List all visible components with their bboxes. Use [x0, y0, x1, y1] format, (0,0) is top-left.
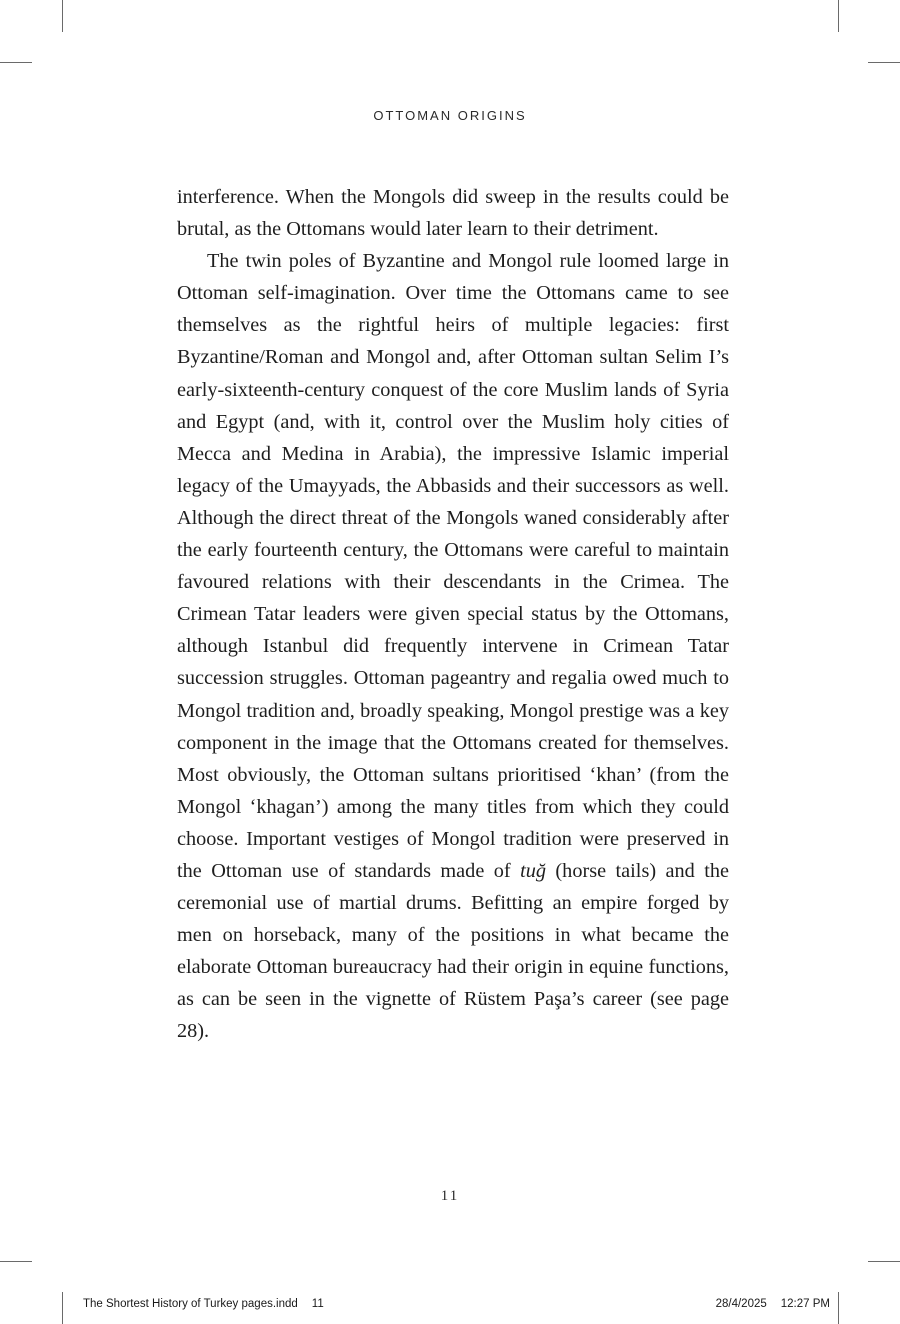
body-text [177, 181, 729, 1048]
crop-mark-bottom-right [838, 1292, 839, 1324]
slug-file-info [83, 1298, 324, 1310]
paragraph-2 [177, 245, 729, 1047]
slug-time: 12:27 PM [780, 1298, 830, 1310]
slug-timestamp [716, 1298, 830, 1310]
crop-mark-bottom-left [62, 1292, 63, 1324]
crop-mark-right-bottom [868, 1261, 900, 1262]
text-segment: The twin poles of Byzantine and Mongol rule loomed large in Ottoman self-imagination. Over time the Ottomans came to see themselves as the rightful heirs of multiple legacies: first Byzantine/Roman and Mongol and, after Ottoman sultan Selim I’s early-sixteenth-century conquest of the core Muslim lands of Syria and Egypt (and, with it, control over the Muslim holy cities of Mecca and Medina in Arabia), the impressive Islamic imperial legacy of the Umayyads, the Abbasids and their successors as well. Although the direct threat of the Mongols waned considerably after the early fourteenth century, the Ottomans were careful to maintain favoured relations with their descendants in the Crimea. The Crimean Tatar leaders were given special status by the Ottomans, although Istanbul did frequently intervene in Crimean Tatar succession struggles. Ottoman pageantry and regalia owed much to Mongol tradition and, broadly speaking, Mongol prestige was a key component in the image that the Ottomans created for themselves. Most obviously, the Ottoman sultans prioritised ‘khan’ (from the Mongol ‘khagan’) among the many titles from which they could choose. Important vestiges of Mongol tradition were preserved in the Ottoman use of standards made of [177, 250, 729, 882]
crop-mark-left-top [0, 62, 32, 63]
crop-mark-left-bottom [0, 1261, 32, 1262]
crop-mark-right-top [868, 62, 900, 63]
slug-filename: The Shortest History of Turkey pages.indd [83, 1298, 298, 1310]
text-segment: interference. When the Mongols did sweep in the results could be brutal, as the Ottomans would later learn to their detriment. [177, 186, 729, 241]
italic-term: tuğ [520, 859, 546, 882]
slug-date: 28/4/2025 [715, 1298, 767, 1310]
paragraph-1 [177, 181, 729, 245]
crop-mark-top-left [62, 0, 63, 32]
slug-page: 11 [311, 1298, 324, 1310]
crop-mark-top-right [838, 0, 839, 32]
running-head: OTTOMAN ORIGINS [373, 108, 527, 123]
text-segment: (horse tails) and the ceremonial use of martial drums. Befitting an empire forged by men on horseback, many of the positions in what became the elaborate Ottoman bureaucracy had their origin in equine functions, as can be seen in the vignette of Rüstem Paşa’s career (see page 28). [177, 859, 729, 1043]
page-number: 11 [440, 1188, 460, 1204]
